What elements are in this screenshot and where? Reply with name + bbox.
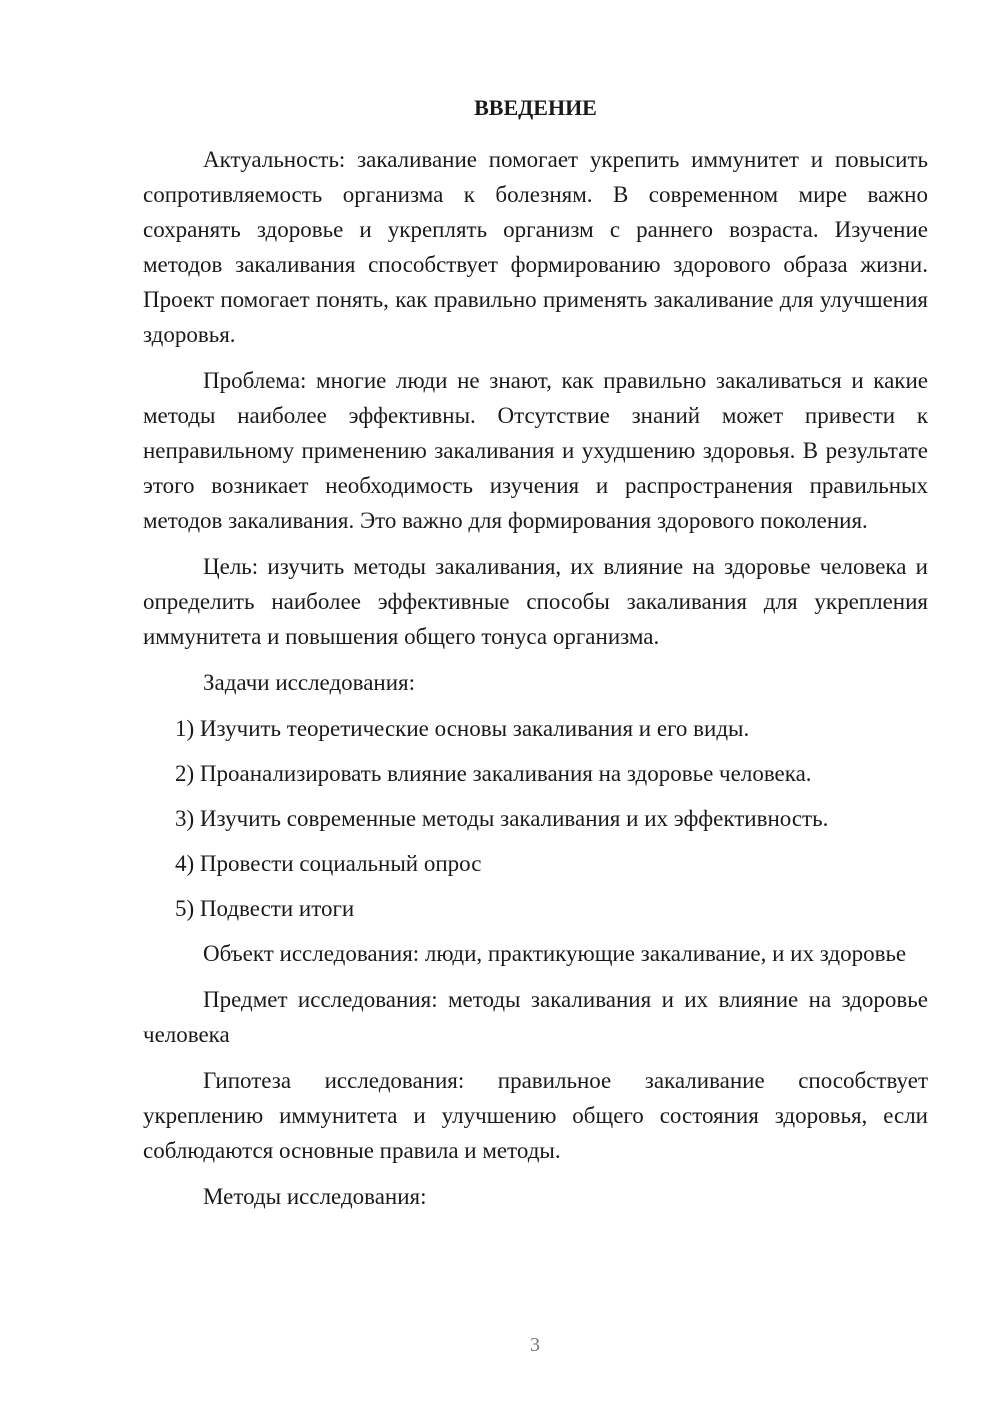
task-item: 3) Изучить современные методы закаливания и их эффективность. [175,806,829,831]
relevance-paragraph: Актуальность: закаливание помогает укрепить иммунитет и повысить сопротивляемость организма к болезням. В современном мире важно сохранять здоровье и укреплять организм с раннего возраста. Изучение методов закаливания способствует формированию здорового образа жизни. Проект помогает понять, как правильно применять закаливание для улучшения здоровья. [143,147,928,347]
page-number: 3 [530,1334,540,1356]
task-item: 4) Провести социальный опрос [175,851,482,876]
task-item: 1) Изучить теоретические основы закаливания и его виды. [175,716,750,741]
goal-paragraph: Цель: изучить методы закаливания, их влияние на здоровье человека и определить наиболее эффективные способы закаливания для укрепления иммунитета и повышения общего тонуса организма. [143,554,928,649]
task-item: 2) Проанализировать влияние закаливания на здоровье человека. [175,761,812,786]
methods-heading: Методы исследования: [203,1184,427,1209]
page-title: ВВЕДЕНИЕ [474,95,597,120]
tasks-list [143,711,928,926]
task-item: 5) Подвести итоги [175,896,355,921]
problem-paragraph: Проблема: многие люди не знают, как правильно закаливаться и какие методы наиболее эффективны. Отсутствие знаний может привести к неправильному применению закаливания и ухудшению здоровья. В результате этого возникает необходимость изучения и распространения правильных методов закаливания. Это важно для формирования здорового поколения. [143,368,928,533]
tasks-heading: Задачи исследования: [203,670,416,695]
object-paragraph: Объект исследования: люди, практикующие закаливание, и их здоровье [203,941,907,966]
page-content [143,92,928,1225]
hypothesis-paragraph: Гипотеза исследования: правильное закаливание способствует укреплению иммунитета и улучшению общего состояния здоровья, если соблюдаются основные правила и методы. [143,1068,928,1163]
subject-paragraph: Предмет исследования: методы закаливания и их влияние на здоровье человека [143,987,928,1047]
